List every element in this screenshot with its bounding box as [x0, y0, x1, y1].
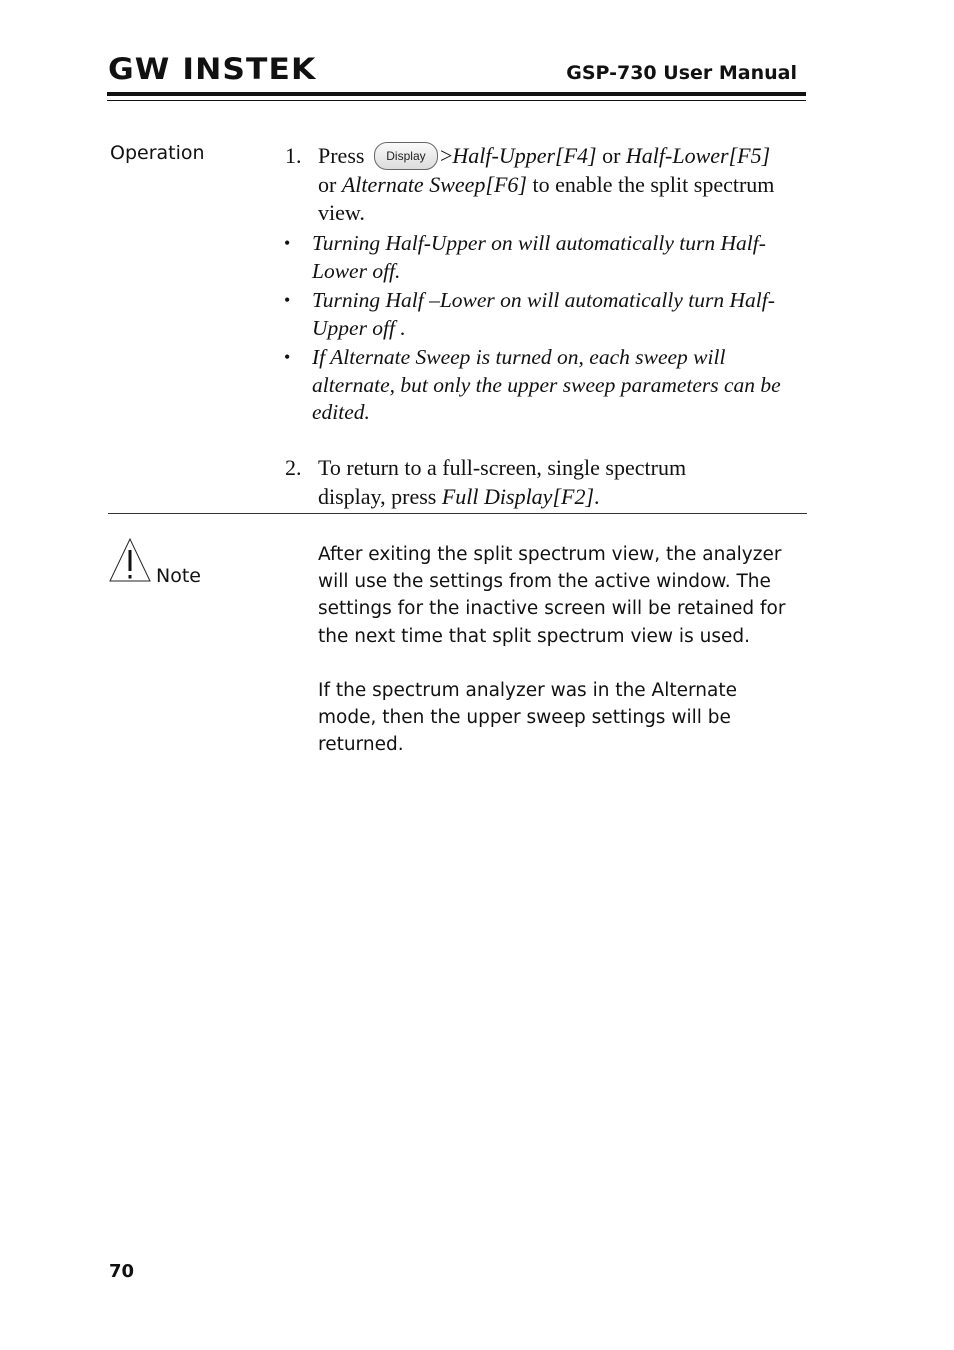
section-divider	[108, 513, 807, 514]
bullet-text: If Alternate Sweep is turned on, each sweep will alternate, but only the upper sweep parameters can be edited.	[312, 345, 781, 424]
step-1-or-2: or	[318, 171, 342, 197]
bullet-item	[284, 230, 784, 285]
brand-logo: GW INSTEK	[108, 52, 317, 86]
step-1-number: 1.	[285, 143, 302, 168]
step-1-rest: to enable the split spectrum view.	[318, 171, 775, 225]
manual-title: GSP-730 User Manual	[566, 62, 797, 84]
display-key-button: Display	[374, 142, 438, 170]
step-1-text	[318, 142, 798, 228]
note-paragraph: After exiting the split spectrum view, the analyzer will use the settings from the active window. The settings for the inactive screen will be retained for the next time that split spectrum view is used.	[318, 544, 786, 647]
softkey-alternate-sweep: Alternate Sweep[F6]	[341, 171, 527, 197]
softkey-half-upper: Half-Upper[F4]	[452, 143, 597, 168]
step-2-text	[318, 454, 758, 511]
bullet-list	[284, 230, 784, 427]
step-2-number: 2.	[285, 455, 302, 480]
bullet-text: Turning Half –Lower on will automatically turn Half-Upper off .	[312, 288, 775, 340]
step-1-press: Press	[318, 143, 365, 168]
step-1-gt: >	[439, 143, 453, 168]
softkey-half-lower: Half-Lower[F5]	[625, 143, 771, 168]
operation-label: Operation	[110, 142, 205, 164]
bullet-item	[284, 344, 784, 427]
note-paragraph: If the spectrum analyzer was in the Alternate mode, then the upper sweep settings will be returned.	[318, 680, 737, 756]
header-rule-thin	[107, 100, 806, 101]
note-label: Note	[156, 565, 201, 587]
page-number: 70	[109, 1261, 135, 1282]
bullet-mark: •	[284, 347, 291, 367]
softkey-full-display: Full Display[F2]	[441, 483, 595, 509]
bullet-text: Turning Half-Upper on will automatically turn Half-Lower off.	[312, 231, 766, 283]
step-2-end: .	[594, 483, 600, 509]
warning-icon	[109, 537, 151, 583]
bullet-mark: •	[284, 233, 291, 253]
bullet-item	[284, 287, 784, 342]
step-2-body: To return to a full-screen, single spectrum display, press	[318, 455, 687, 509]
bullet-mark: •	[284, 290, 291, 310]
step-1-or-1: or	[596, 143, 626, 168]
header-rule-thick	[107, 92, 806, 96]
